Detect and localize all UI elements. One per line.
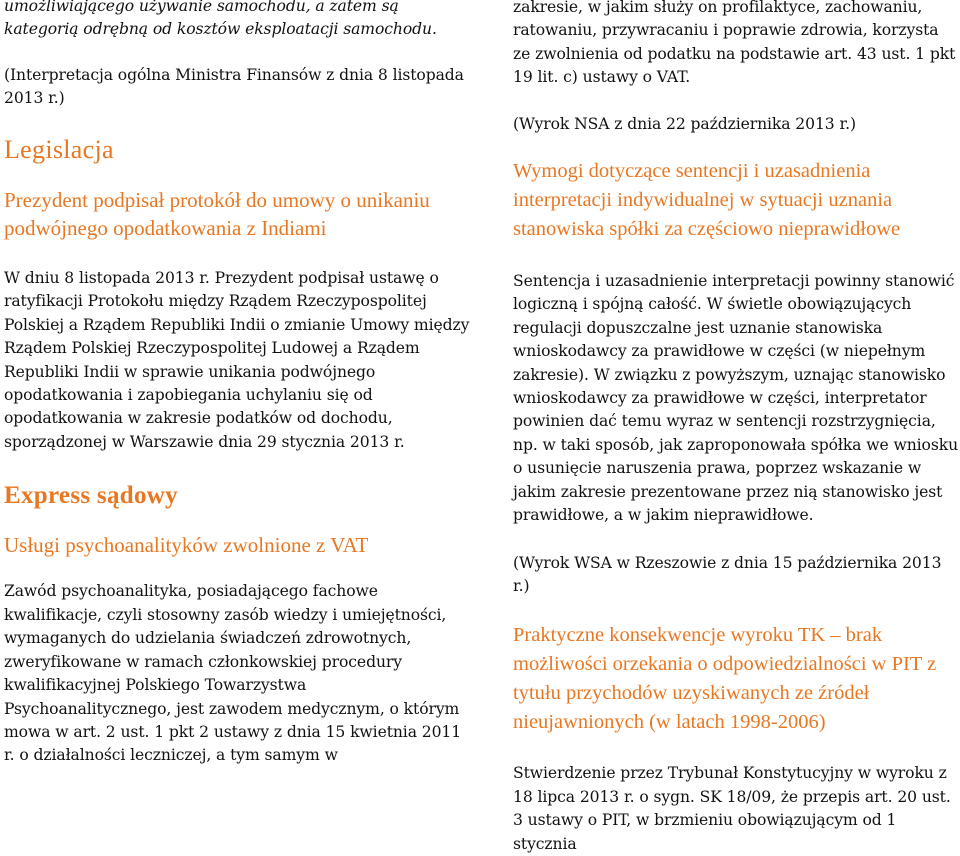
article-body-continuation: zakresie, w jakim służy on profilaktyce, zachowaniu, ratowaniu, przywracaniu i poprawie zdrowia, korzysta ze zwolnienia od podatku na podstawie art. 43 ust. 1 pkt 19 lit. c) ustawy o VAT. xyxy=(513,0,956,87)
left-column xyxy=(4,0,474,768)
intro-text: umożliwiającego używanie samochodu, a zatem są kategorią odrębną od kosztów eksploatacji samochodu. xyxy=(4,0,437,39)
article-body-protokol: W dniu 8 listopada 2013 r. Prezydent podpisał ustawę o ratyfikacji Protokołu między Rządem Rzeczypospolitej Polskiej a Rządem Republiki Indii o zmianie Umowy między Rządem Polskiej Rzeczypospolitej Ludowej a Rządem Republiki Indii w sprawie unikania podwójnego opodatkowania i zapobiegania uchylaniu się od opodatkowania w zakresie podatków od dochodu, sporządzonej w Warszawie dnia 29 stycznia 2013 r. xyxy=(4,269,470,451)
section-heading-legislacja: Legislacja xyxy=(4,134,114,164)
article-source-wsa: (Wyrok WSA w Rzeszowie z dnia 15 października 2013 r.) xyxy=(513,553,942,595)
article-title-psychoanalitycy: Usługi psychoanalityków zwolnione z VAT xyxy=(4,533,369,558)
article-title-protokol: Prezydent podpisał protokół do umowy o unikaniu podwójnego opodatkowania z Indiami xyxy=(4,187,430,240)
article-title-wyrok-tk: Praktyczne konsekwencje wyroku TK – brak możliwości orzekania o odpowiedzialności w PIT z tytułu przychodów uzyskiwanych ze źródeł nieujawnionych (w latach 1998-2006) xyxy=(513,624,937,734)
intro-source: (Interpretacja ogólna Ministra Finansów z dnia 8 listopada 2013 r.) xyxy=(4,65,464,108)
section-heading-express: Express sądowy xyxy=(4,482,178,510)
article-body-interpretacja: Sentencja i uzasadnienie interpretacji powinny stanowić logiczną i spójną całość. W świetle obowiązujących regulacji dopuszczalne jest uznanie stanowiska wnioskodawcy za prawidłowe w części (w niepełnym zakresie). W związku z powyższym, uznając stanowisko wnioskodawcy za prawidłowe w części, interpretator powinien dać temu wyraz w sentencji rozstrzygnięcia, np. w taki sposób, jak zaproponowała spółka we wniosku o usunięcie naruszenia prawa, poprzez wskazanie w jakim zakresie prezentowane przez nią stanowisko jest prawidłowe, a w jakim nieprawidłowe. xyxy=(513,272,959,525)
right-column xyxy=(513,0,960,856)
article-body-psychoanalitycy: Zawód psychoanalityka, posiadającego fachowe kwalifikacje, czyli stosowny zasób wiedzy i umiejętności, wymaganych do udzielania świadczeń zdrowotnych, zweryfikowane w ramach członkowskiej procedury kwalifikacyjnej Polskiego Towarzystwa Psychoanalitycznego, jest zawodem medycznym, o którym mowa w art. 2 ust. 1 pkt 2 ustawy z dnia 15 kwietnia 2011 r. o działalności leczniczej, a tym samym w xyxy=(4,582,462,765)
article-title-interpretacja: Wymogi dotyczące sentencji i uzasadnienia interpretacji indywidualnej w sytuacji uznania stanowiska spółki za częściowo nieprawidłowe xyxy=(513,160,901,241)
article-source-nsa: (Wyrok NSA z dnia 22 października 2013 r.) xyxy=(513,114,856,133)
article-body-wyrok-tk: Stwierdzenie przez Trybunał Konstytucyjny w wyroku z 18 lipca 2013 r. o sygn. SK 18/09, że przepis art. 20 ust. 3 ustawy o PIT, w brzmieniu obowiązującym od 1 stycznia xyxy=(513,764,951,853)
